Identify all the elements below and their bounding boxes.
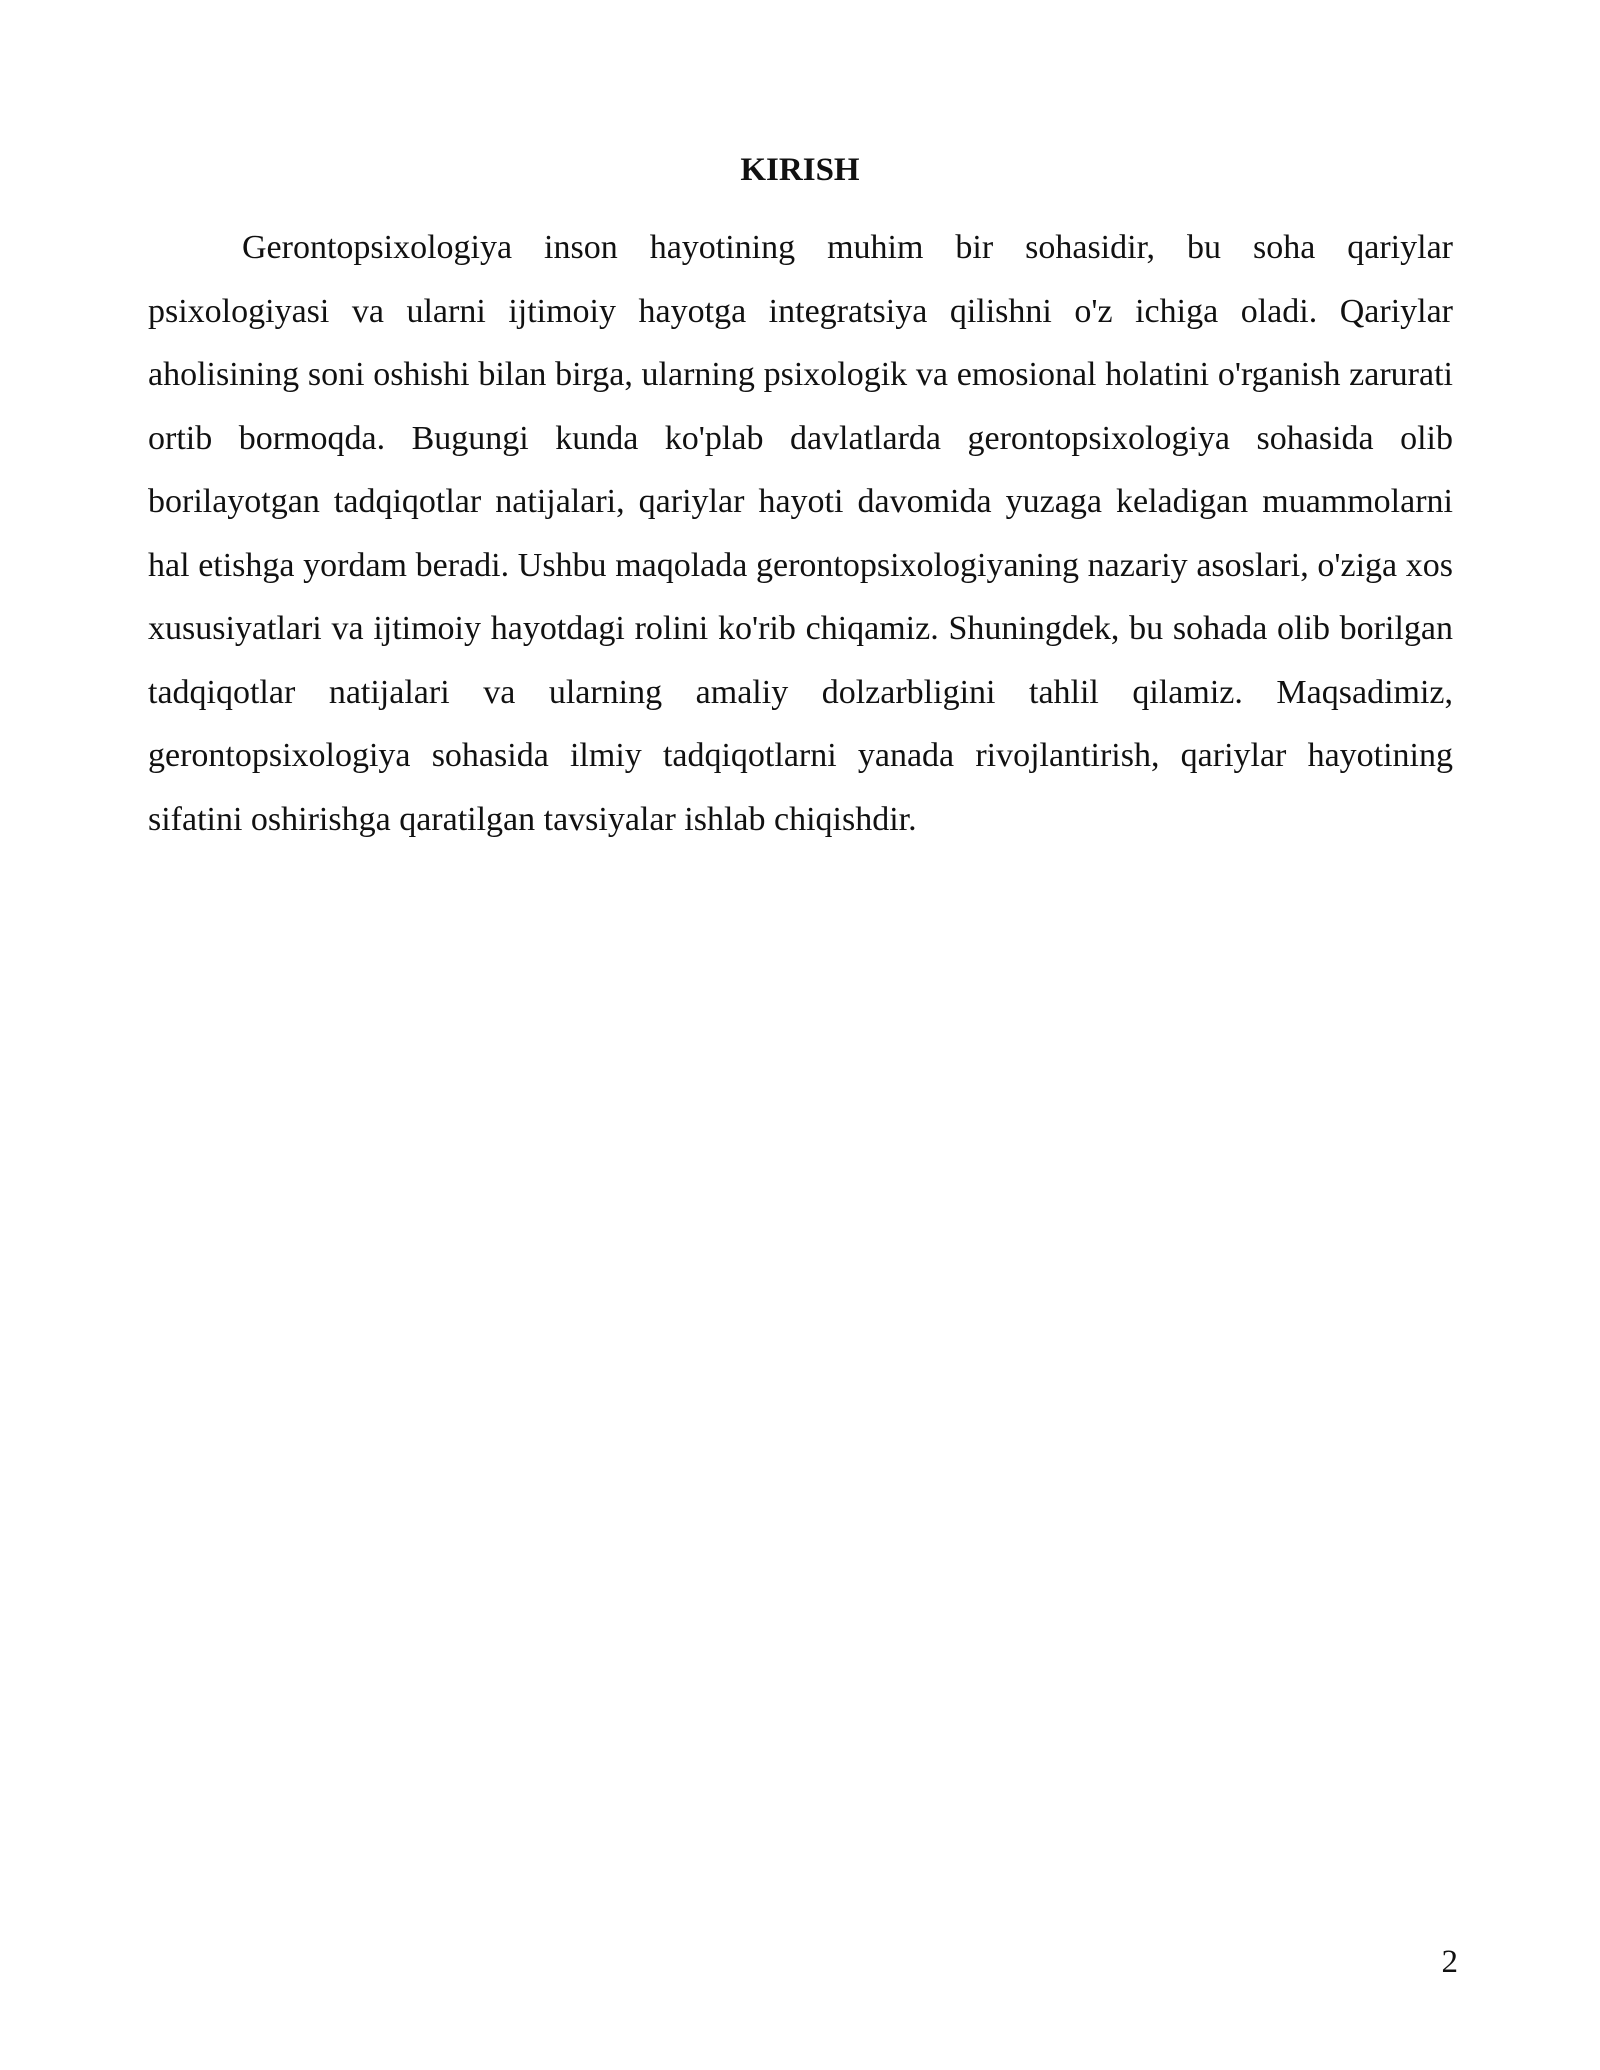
intro-paragraph: Gerontopsixologiya inson hayotining muhim bir sohasidir, bu soha qariylar psixologiyasi va ularni ijtimoiy hayotga integratsiya qilishni o'z ichiga oladi. Qariylar aholisining soni oshishi bilan birga, ularning psixologik va emosional holatini o'rganish zarurati ortib bormoqda. Bugungi kunda ko'plab davlatlarda gerontopsixologiya sohasida olib borilayotgan tadqiqotlar natijalari, qariylar hayoti davomida yuzaga keladigan muammolarni hal etishga yordam beradi. Ushbu maqolada gerontopsixologiyaning nazariy asoslari, o'ziga xos xususiyatlari va ijtimoiy hayotdagi rolini ko'rib chiqamiz. Shuningdek, bu sohada olib borilgan tadqiqotlar natijalari va ularning amaliy dolzarbligini tahlil qilamiz. Maqsadimiz, gerontopsixologiya sohasida ilmiy tadqiqotlarni yanada rivojlantirish, qariylar hayotining sifatini oshirishga qaratilgan tavsiyalar ishlab chiqishdir. bbox=[148, 229, 1453, 838]
section-heading: KIRISH bbox=[740, 152, 860, 188]
page-number: 2 bbox=[1441, 1944, 1458, 1980]
